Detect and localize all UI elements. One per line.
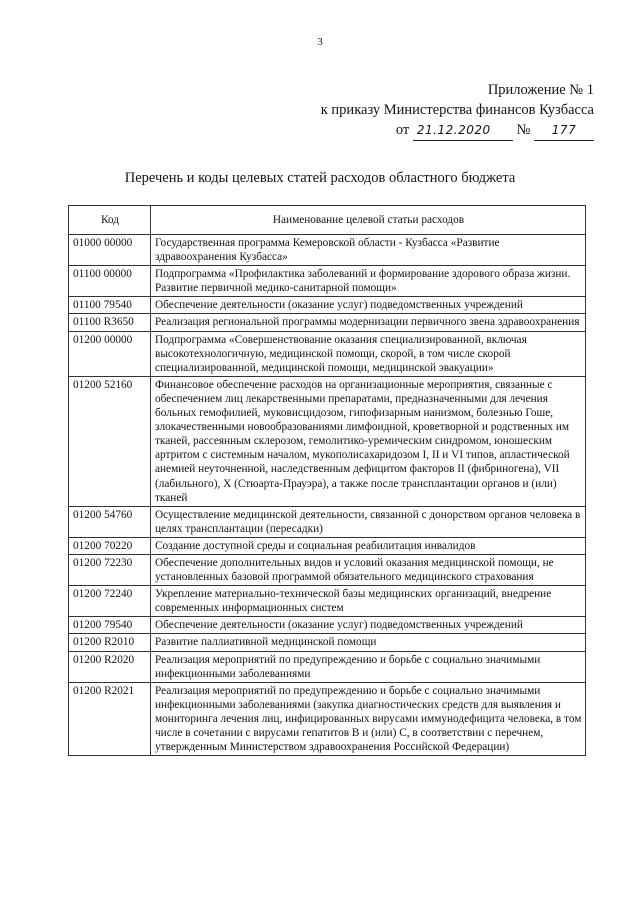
appendix-order-ref: к приказу Министерства финансов Кузбасса xyxy=(320,102,594,118)
row-name: Создание доступной среды и социальная реабилитация инвалидов xyxy=(151,537,586,554)
row-name: Обеспечение деятельности (оказание услуг) подведомственных учреждений xyxy=(151,297,586,314)
row-code: 01100 R3650 xyxy=(69,314,151,331)
row-code: 01200 70220 xyxy=(69,537,151,554)
table-row xyxy=(69,682,586,755)
row-code: 01200 72230 xyxy=(69,554,151,585)
row-code: 01100 00000 xyxy=(69,266,151,297)
document-title: Перечень и коды целевых статей расходов областного бюджета xyxy=(124,170,516,186)
row-name: Реализация мероприятий по предупреждению и борьбе с социально значимыми инфекционными заболеваниями (закупка диагностических средств для выявления и мониторинга лечения лиц, инфицированных вирусами иммунодефицита человека, в том числе в сочетании с вирусами гепатитов B и (или) C, в соответствии с перечнем, утвержденным Министерством здравоохранения Российской Федерации) xyxy=(151,682,586,755)
row-name: Укрепление материально-технической базы медицинских организаций, внедрение современных информационных систем xyxy=(151,586,586,617)
row-code: 01100 79540 xyxy=(69,297,151,314)
table-row xyxy=(69,331,586,376)
table-row xyxy=(69,266,586,297)
number-prefix: № xyxy=(516,122,531,138)
table-row xyxy=(69,314,586,331)
row-code: 01200 R2010 xyxy=(69,634,151,651)
table-row xyxy=(69,297,586,314)
row-name: Реализация региональной программы модернизации первичного звена здравоохранения xyxy=(151,314,586,331)
handwritten-date: 21.12.2020 xyxy=(413,120,513,141)
table-row xyxy=(69,235,586,266)
table-row xyxy=(69,554,586,585)
column-header-code: Код xyxy=(69,206,151,235)
row-code: 01200 52160 xyxy=(69,376,151,506)
row-name: Обеспечение дополнительных видов и условий оказания медицинской помощи, не установленных базовой программой обязательного медицинского страхования xyxy=(151,554,586,585)
page-number: 3 xyxy=(317,36,323,48)
table-body xyxy=(69,235,586,756)
date-prefix: от xyxy=(395,122,410,138)
handwritten-order-number: 177 xyxy=(534,120,594,141)
row-code: 01200 54760 xyxy=(69,506,151,537)
row-name: Развитие паллиативной медицинской помощи xyxy=(151,634,586,651)
table-header-row xyxy=(69,206,586,235)
table-row xyxy=(69,537,586,554)
row-code: 01000 00000 xyxy=(69,235,151,266)
table-row xyxy=(69,586,586,617)
codes-table xyxy=(68,205,586,756)
appendix-title: Приложение № 1 xyxy=(487,82,594,98)
table-row xyxy=(69,376,586,506)
row-code: 01200 R2020 xyxy=(69,651,151,682)
row-code: 01200 79540 xyxy=(69,617,151,634)
row-name: Финансовое обеспечение расходов на организационные мероприятия, связанные с обеспечением лиц лекарственными препаратами, предназначенными для лечения больных гемофилией, муковисцидозом, гипофизарным нанизмом, болезнью Гоше, злокачественными новообразованиями лимфоидной, кроветворной и родственных им тканей, рассеянным склерозом, гемолитико-уремическим синдромом, юношеским артритом с системным началом, мукополисахаридозом I, II и VI типов, апластической анемией неуточненной, наследственным дефицитом факторов II (фибриногена), VII (лабильного), X (Стюарта-Прауэра), а также после трансплантации органов и (или) тканей xyxy=(151,376,586,506)
row-name: Государственная программа Кемеровской области - Кузбасса «Развитие здравоохранения Кузбасса» xyxy=(151,235,586,266)
table-row xyxy=(69,651,586,682)
appendix-order-details xyxy=(321,120,594,141)
row-code: 01200 R2021 xyxy=(69,682,151,755)
table-row xyxy=(69,506,586,537)
table-row xyxy=(69,617,586,634)
row-name: Реализация мероприятий по предупреждению и борьбе с социально значимыми инфекционными заболеваниями xyxy=(151,651,586,682)
row-name: Подпрограмма «Профилактика заболеваний и формирование здорового образа жизни. Развитие первичной медико-санитарной помощи» xyxy=(151,266,586,297)
row-code: 01200 00000 xyxy=(69,331,151,376)
row-name: Подпрограмма «Совершенствование оказания специализированной, включая высокотехнологичную, медицинской помощи, скорой, в том числе скорой специализированной, медицинской помощи, медицинской эвакуации» xyxy=(151,331,586,376)
row-code: 01200 72240 xyxy=(69,586,151,617)
table-row xyxy=(69,634,586,651)
row-name: Обеспечение деятельности (оказание услуг) подведомственных учреждений xyxy=(151,617,586,634)
column-header-name: Наименование целевой статьи расходов xyxy=(151,206,586,235)
row-name: Осуществление медицинской деятельности, связанной с донорством органов человека в целях трансплантации (пересадки) xyxy=(151,506,586,537)
appendix-block xyxy=(321,80,594,141)
